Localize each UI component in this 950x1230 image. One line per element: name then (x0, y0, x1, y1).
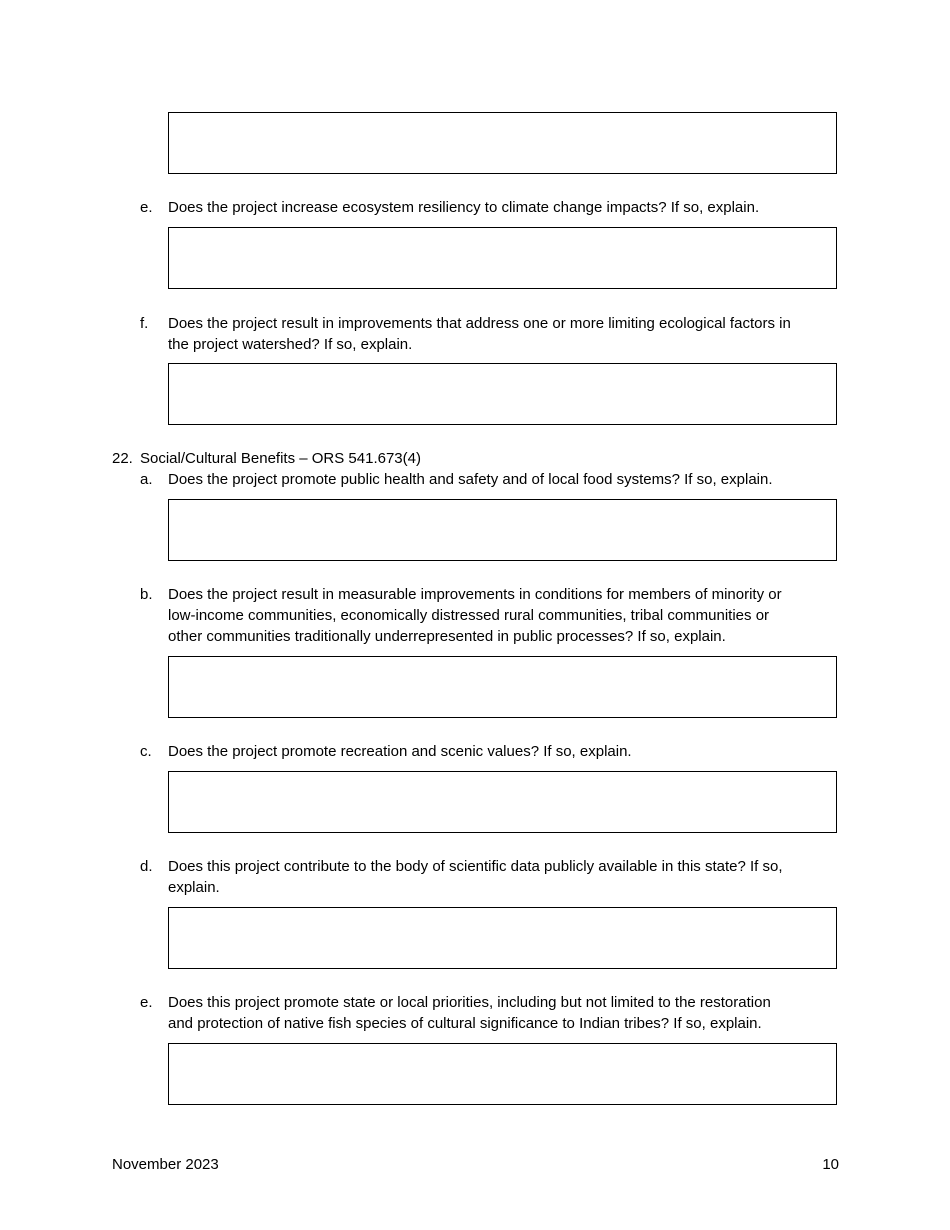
question-21f (168, 313, 848, 355)
answer-box-22d[interactable] (168, 907, 837, 969)
section-number-22: 22. (112, 450, 133, 467)
question-line: Does the project promote public health and safety and of local food systems? If so, explain. (168, 471, 773, 488)
question-line: other communities traditionally underrepresented in public processes? If so, explain. (168, 628, 726, 645)
question-line: explain. (168, 879, 220, 896)
item-letter-22e: e. (140, 994, 153, 1011)
item-letter-21f: f. (140, 315, 149, 332)
question-line: Does this project promote state or local priorities, including but not limited to the restoration (168, 994, 771, 1011)
answer-box-22b[interactable] (168, 656, 837, 718)
answer-box-22a[interactable] (168, 499, 837, 561)
question-line: Does the project result in improvements that address one or more limiting ecological factors in (168, 315, 791, 332)
question-22c (168, 741, 848, 762)
footer-date: November 2023 (112, 1156, 219, 1173)
question-line: low-income communities, economically distressed rural communities, tribal communities or (168, 607, 770, 624)
question-line: the project watershed? If so, explain. (168, 336, 413, 353)
question-22a (168, 469, 848, 490)
section-heading-22: Social/Cultural Benefits – ORS 541.673(4) (140, 450, 421, 467)
page-number: 10 (822, 1156, 839, 1173)
answer-box-21e[interactable] (168, 227, 837, 289)
answer-box-21d[interactable] (168, 112, 837, 174)
question-line: Does the project result in measurable improvements in conditions for members of minority or (168, 586, 782, 603)
item-letter-21e: e. (140, 199, 153, 216)
question-line: Does this project contribute to the body of scientific data publicly available in this state? If so, (168, 858, 783, 875)
question-22e (168, 992, 848, 1034)
answer-box-22c[interactable] (168, 771, 837, 833)
item-letter-22c: c. (140, 743, 152, 760)
item-letter-22a: a. (140, 471, 153, 488)
question-21e (168, 197, 848, 218)
question-line: Does the project promote recreation and scenic values? If so, explain. (168, 743, 632, 760)
answer-box-21f[interactable] (168, 363, 837, 425)
answer-box-22e[interactable] (168, 1043, 837, 1105)
question-line: Does the project increase ecosystem resiliency to climate change impacts? If so, explain. (168, 199, 760, 216)
question-22b (168, 584, 848, 647)
question-line: and protection of native fish species of cultural significance to Indian tribes? If so, explain. (168, 1015, 762, 1032)
item-letter-22d: d. (140, 858, 153, 875)
item-letter-22b: b. (140, 586, 153, 603)
question-22d (168, 856, 848, 898)
